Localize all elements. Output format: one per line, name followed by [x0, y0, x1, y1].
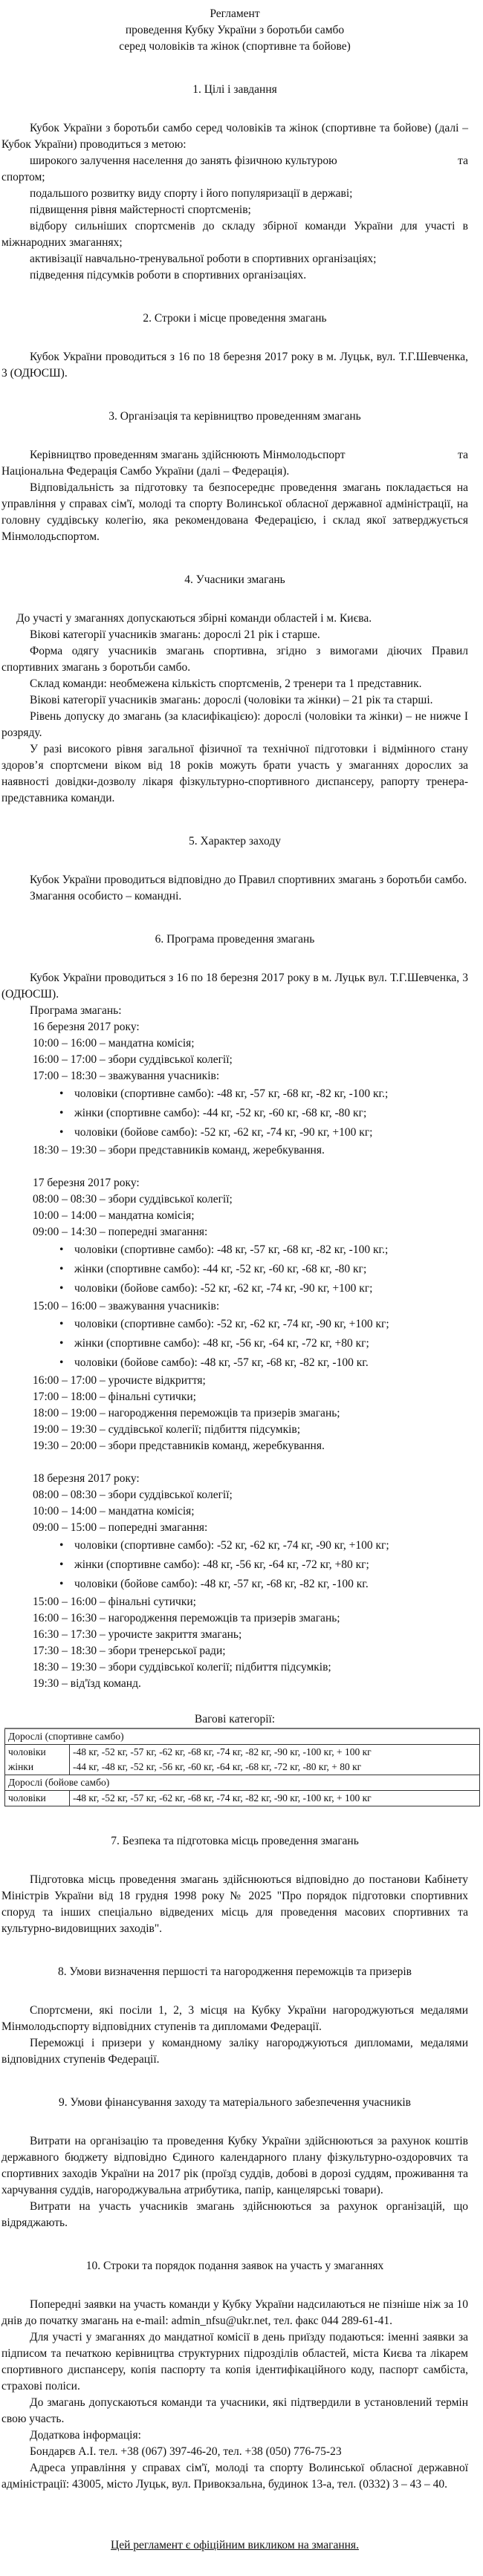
bullet-icon: •: [59, 1243, 64, 1256]
program-item: 15:00 – 16:00 – фінальні сутички;: [33, 1596, 196, 1608]
table-group-label: Дорослі (спортивне самбо): [5, 1728, 480, 1745]
paragraph: Рівень допуску до змагань (за класифікацією): дорослі (чоловіки та жінки) – не нижче І розряду.: [1, 710, 468, 739]
official-call-note: Цей регламент є офіційним викликом на змагання.: [111, 2539, 359, 2551]
paragraph: Витрати на участь учасників змагань здійснюються за рахунок організацій, що відряджають.: [1, 2200, 468, 2229]
program-schedule: [1, 1019, 468, 1692]
program-item: 10:00 – 14:00 – мандатна комісія;: [33, 1505, 195, 1518]
paragraph: Кубок України проводиться з 16 по 18 березня 2017 року в м. Луцьк вул. Т.Г.Шевченка, 3 (ОДЮСШ).: [1, 972, 468, 1001]
program-day: [1, 1019, 468, 1159]
goal-item: [1, 153, 468, 169]
weigh-in-text: чоловіки (спортивне самбо): -52 кг, -62 кг, -74 кг, -90 кг, +100 кг;: [74, 1318, 389, 1330]
table-group-row: [5, 1775, 480, 1791]
section-heading: 8. Умови визначення першості та нагородження переможців та призерів: [58, 1965, 412, 1978]
paragraph: [1, 447, 468, 464]
program-item: 10:00 – 16:00 – мандатна комісія;: [33, 1037, 195, 1050]
section-heading: 5. Характер заходу: [189, 835, 281, 848]
paragraph: До участі у змаганнях допускаються збірні команди областей і м. Києва.: [16, 612, 372, 625]
weigh-in-text: чоловіки (бойове самбо): -52 кг, -62 кг, -74 кг, -90 кг, +100 кг;: [74, 1126, 373, 1139]
weigh-in-list-item: [59, 1555, 468, 1575]
weigh-in-text: чоловіки (спортивне самбо): -48 кг, -57 кг, -68 кг, -82 кг, -100 кг.;: [74, 1087, 389, 1100]
bullet-icon: •: [59, 1107, 64, 1119]
program-day: [1, 1471, 468, 1692]
weigh-in-list-item: [59, 1353, 468, 1373]
section-applications: [1, 2258, 468, 2493]
weigh-in-list-item: [59, 1575, 468, 1594]
weigh-in-list-item: [59, 1260, 468, 1279]
paragraph: Додаткова інформація:: [30, 2429, 141, 2442]
section-goals: [1, 82, 468, 284]
section-heading: 2. Строки і місце проведення змагань: [143, 312, 327, 325]
paragraph: Змагання особисто – командні.: [30, 890, 182, 902]
program-item: 16:30 – 17:30 – урочисте закриття змагань;: [33, 1628, 242, 1641]
address-info: Адреса управління у справах сім'ї, молоді та спорту Волинської обласної державної адміністрації: 43005, місто Луцьк, вул. Привокзальна, будинок 13-а, тел. (0332) 3 – 43 – 40.: [1, 2462, 468, 2491]
table-group-row: [5, 1728, 480, 1745]
section-heading: 10. Строки та порядок подання заявок на участь у змаганнях: [85, 2260, 384, 2272]
program-item: 16:00 – 16:30 – нагородження переможців та призерів змагань;: [33, 1612, 340, 1624]
paragraph: Форма одягу учасників змагань спортивна, згідно з вимогами діючих Правил спортивних змагань з боротьби самбо.: [1, 645, 468, 674]
program-label: Програма змагань:: [30, 1004, 122, 1017]
paragraph: Кубок України проводиться відповідно до Правил спортивних змагань з боротьби самбо.: [30, 874, 467, 886]
paragraph: Національна Федерація Самбо України (далі – Федерація).: [1, 465, 290, 478]
program-item: 08:00 – 08:30 – збори суддівської колегії;: [33, 1193, 233, 1206]
section-heading: 1. Цілі і завдання: [192, 83, 277, 96]
program-day: [1, 1175, 468, 1454]
title-line-2: проведення Кубку України з боротьби самбо: [125, 24, 345, 36]
weigh-in-list: [1, 1084, 468, 1142]
title-line-1: Регламент: [210, 7, 260, 20]
paragraph: Склад команди: необмежена кількість спортсменів, 2 тренери та 1 представник.: [30, 677, 422, 690]
section-program: [1, 931, 468, 1806]
contact-info: Бондарєв А.І. тел. +38 (067) 397-46-20, тел. +38 (050) 776-75-23: [30, 2445, 342, 2458]
program-item: 17:00 – 18:00 – фінальні сутички;: [33, 1391, 196, 1403]
paragraph: До змагань допускаються команди та учасники, які підтвердили в установлений термін свою участь.: [1, 2396, 468, 2425]
program-day-date: 16 березня 2017 року:: [33, 1021, 140, 1033]
section-dates-venue: [1, 310, 468, 382]
weigh-in-list-item: [59, 1536, 468, 1555]
table-cell-weights: -48 кг, -52 кг, -57 кг, -62 кг, -68 кг, -74 кг, -82 кг, -90 кг, -100 кг, + 100 кг: [73, 1792, 372, 1803]
section-organization: [1, 409, 468, 545]
title-line-3: серед чоловіків та жінок (спортивне та бойове): [119, 40, 351, 53]
bullet-icon: •: [59, 1578, 64, 1590]
program-item: 09:00 – 14:30 – попередні змагання:: [33, 1226, 208, 1238]
spacer: [1, 1454, 468, 1471]
document-title: [1, 6, 468, 55]
table-group-label: Дорослі (бойове самбо): [5, 1775, 480, 1791]
program-item: 16:00 – 17:00 – урочисте відкриття;: [33, 1374, 206, 1387]
goal-item: підвищення рівня майстерності спортсменів;: [30, 204, 251, 216]
program-item: 16:00 – 17:00 – збори суддівської колегії;: [33, 1053, 233, 1066]
paragraph-text: Керівництво проведенням змагань здійснюють Мінмолодьспорт: [30, 449, 346, 461]
weigh-in-list-item: [59, 1104, 468, 1123]
weigh-in-text: чоловіки (бойове самбо): -48 кг, -57 кг, -68 кг, -82 кг, -100 кг.: [74, 1356, 369, 1369]
bullet-icon: •: [59, 1356, 64, 1369]
table-row: [5, 1791, 480, 1806]
program-item: 19:30 – від'їзд команд.: [33, 1677, 141, 1690]
weigh-in-text: чоловіки (спортивне самбо): -52 кг, -62 кг, -74 кг, -90 кг, +100 кг;: [74, 1539, 389, 1552]
weigh-in-text: жінки (спортивне самбо): -48 кг, -56 кг, -64 кг, -72 кг, +80 кг;: [74, 1337, 369, 1350]
table-cell-weights: -44 кг, -48 кг, -52 кг, -56 кг, -60 кг, -64 кг, -68 кг, -72 кг, -80 кг, + 80 кг: [73, 1761, 362, 1772]
goal-item: активізації навчально-тренувальної роботи в спортивних організаціях;: [30, 253, 377, 265]
paragraph: У разі високого рівня загальної фізичної та технічної підготовки і відмінного стану здоров’я спортсмени віком від 18 років можуть брати участь у змаганнях дорослих за наявності довідки-дозволу лікаря фізкультурно-спортивного диспансеру, рапорту тренера-представника команди.: [1, 743, 468, 804]
bullet-icon: •: [59, 1558, 64, 1571]
bullet-icon: •: [59, 1126, 64, 1139]
table-cell-weights: -48 кг, -52 кг, -57 кг, -62 кг, -68 кг, -74 кг, -82 кг, -90 кг, -100 кг, + 100 кг: [73, 1746, 372, 1757]
bullet-icon: •: [59, 1539, 64, 1552]
program-item: 10:00 – 14:00 – мандатна комісія;: [33, 1209, 195, 1222]
paragraph: Кубок України проводиться з 16 по 18 березня 2017 року в м. Луцьк, вул. Т.Г.Шевченка, 3 (ОДЮСШ).: [1, 351, 468, 380]
weigh-in-list: [1, 1315, 468, 1373]
weigh-in-text: жінки (спортивне самбо): -48 кг, -56 кг, -64 кг, -72 кг, +80 кг;: [74, 1558, 369, 1571]
program-item: 17:30 – 18:30 – збори тренерської ради;: [33, 1645, 226, 1657]
weights-title: Вагові категорії:: [194, 1713, 276, 1726]
weigh-in-list-item: [59, 1334, 468, 1353]
program-item: 15:00 – 16:00 – зважування учасників:: [33, 1300, 220, 1313]
goal-item: підведення підсумків роботи в спортивних організаціях.: [30, 269, 307, 282]
section-heading: 3. Організація та керівництво проведенням змагань: [108, 410, 361, 423]
goal-text: широкого залучення населення до занять фізичною культурою: [30, 155, 337, 167]
weigh-in-text: чоловіки (бойове самбо): -48 кг, -57 кг, -68 кг, -82 кг, -100 кг.: [74, 1578, 369, 1590]
weigh-in-list-item: [59, 1279, 468, 1298]
program-day-date: 18 березня 2017 року:: [33, 1472, 140, 1485]
table-row: [5, 1760, 480, 1775]
paragraph: Кубок України з боротьби самбо серед чоловіків та жінок (спортивне та бойове) (далі – Кубок України) проводиться з метою:: [1, 122, 468, 151]
bullet-icon: •: [59, 1087, 64, 1100]
section-heading: 9. Умови фінансування заходу та матеріального забезпечення учасників: [58, 2096, 412, 2109]
weigh-in-text: жінки (спортивне самбо): -44 кг, -52 кг, -60 кг, -68 кг, -80 кг;: [74, 1263, 367, 1275]
weigh-in-list: [1, 1536, 468, 1594]
weigh-in-text: чоловіки (спортивне самбо): -48 кг, -57 кг, -68 кг, -82 кг, -100 кг.;: [74, 1243, 389, 1256]
paragraph: Вікові категорії учасників змагань: дорослі (чоловіки та жінки) – 21 рік та старші.: [30, 694, 433, 706]
paragraph: Вікові категорії учасників змагань: дорослі 21 рік і старше.: [30, 628, 320, 641]
weight-categories-table: [4, 1728, 480, 1806]
paragraph: Для участі у змаганнях до мандатної комісії в день приїзду подаються: іменні заявки за підписом та печаткою керівництва структурних підрозділів областей, міста Києва та лікарем спортивного диспансеру, копія паспорту та копія ідентифікаційного коду, паспорт самбіста, страхові поліси.: [1, 2331, 468, 2393]
bullet-icon: •: [59, 1263, 64, 1275]
goal-item: подальшого розвитку виду спорту і його популяризації в державі;: [30, 187, 353, 200]
section-heading: 7. Безпека та підготовка місць проведення змагань: [111, 1835, 359, 1847]
program-day-date: 17 березня 2017 року:: [33, 1177, 140, 1189]
weigh-in-list-item: [59, 1084, 468, 1104]
section-participants: [1, 572, 468, 807]
paragraph: Переможці і призери у командному заліку нагороджуються дипломами, медалями відповідних ступенів Федерації.: [1, 2037, 468, 2066]
paragraph: Попередні заявки на участь команди у Кубку України надсилаються не пізніше ніж за 10 днів до початку змагань на e-mail: admin_nfsu@ukr.net, тел. факс 044 289-61-41.: [1, 2298, 468, 2327]
weigh-in-list-item: [59, 1123, 468, 1142]
section-heading: 4. Учасники змагань: [184, 573, 285, 586]
program-item: 17:00 – 18:30 – зважування учасників:: [33, 1070, 220, 1082]
weigh-in-text: чоловіки (бойове самбо): -52 кг, -62 кг, -74 кг, -90 кг, +100 кг;: [74, 1282, 373, 1295]
weigh-in-list: [1, 1240, 468, 1298]
program-item: 18:00 – 19:00 – нагородження переможців та призерів змагань;: [33, 1407, 340, 1419]
goal-text: та: [458, 155, 468, 167]
paragraph: Витрати на організацію та проведення Кубку України здійснюються за рахунок коштів державного бюджету відповідно Єдиного календарного плану фізкультурно-оздоровчих та спортивних заходів України на 2017 рік (проїзд суддів, добові в дорозі суддям, проживання та харчування суддів, нагороджувальна атрибутика, папір, канцелярські товари).: [1, 2135, 468, 2196]
goal-item: відбору сильніших спортсменів до складу збірної команди України для участі в міжнародних змаганнях;: [1, 220, 468, 249]
program-item: 08:00 – 08:30 – збори суддівської колегії;: [33, 1489, 233, 1501]
paragraph: Відповідальність за підготовку та безпосереднє проведення змагань покладається на управління у справах сім'ї, молоді та спорту Волинської обласної державної адміністрації, на головну суддівську колегію, яка рекомендована Федерацією, і склад якої затверджується Мінмолодьспортом.: [1, 481, 468, 543]
section-awards: [1, 1964, 468, 2068]
bullet-icon: •: [59, 1337, 64, 1350]
program-item: 18:30 – 19:30 – збори представників команд, жеребкування.: [33, 1144, 325, 1157]
weigh-in-text: жінки (спортивне самбо): -44 кг, -52 кг, -60 кг, -68 кг, -80 кг;: [74, 1107, 367, 1119]
paragraph-text: та: [458, 449, 468, 461]
weigh-in-list-item: [59, 1240, 468, 1260]
program-item: 09:00 – 15:00 – попередні змагання:: [33, 1521, 208, 1534]
section-safety: [1, 1833, 468, 1937]
section-heading: 6. Програма проведення змагань: [155, 933, 315, 946]
program-item: 19:00 – 19:30 – суддівської колегії; підбиття підсумків;: [33, 1423, 301, 1436]
goal-item-continued: спортом;: [1, 171, 45, 183]
bullet-icon: •: [59, 1318, 64, 1330]
program-item: 19:30 – 20:00 – збори представників команд, жеребкування.: [33, 1440, 325, 1452]
table-row: [5, 1745, 480, 1760]
weigh-in-list-item: [59, 1315, 468, 1334]
table-cell-gender: чоловіки: [5, 1745, 70, 1760]
table-cell-gender: жінки: [5, 1760, 70, 1775]
paragraph: Спортсмени, які посіли 1, 2, 3 місця на Кубку України нагороджуються медалями Мінмолодьспорту відповідних ступенів та дипломами Федерації.: [1, 2004, 468, 2033]
program-item: 18:30 – 19:30 – збори суддівської колегії; підбиття підсумків;: [33, 1661, 331, 1674]
bullet-icon: •: [59, 1282, 64, 1295]
spacer: [1, 1159, 468, 1175]
table-cell-gender: чоловіки: [5, 1791, 70, 1806]
paragraph: Підготовка місць проведення змагань здійснюються відповідно до постанови Кабінету Міністрів України від 18 грудня 1998 року № 2025 "Про порядок підготовки спортивних споруд та інших спеціально відведених місць для проведення масових спортивних та культурно-видовищних заходів".: [1, 1873, 468, 1935]
section-financing: [1, 2095, 468, 2231]
section-event-type: [1, 833, 468, 905]
